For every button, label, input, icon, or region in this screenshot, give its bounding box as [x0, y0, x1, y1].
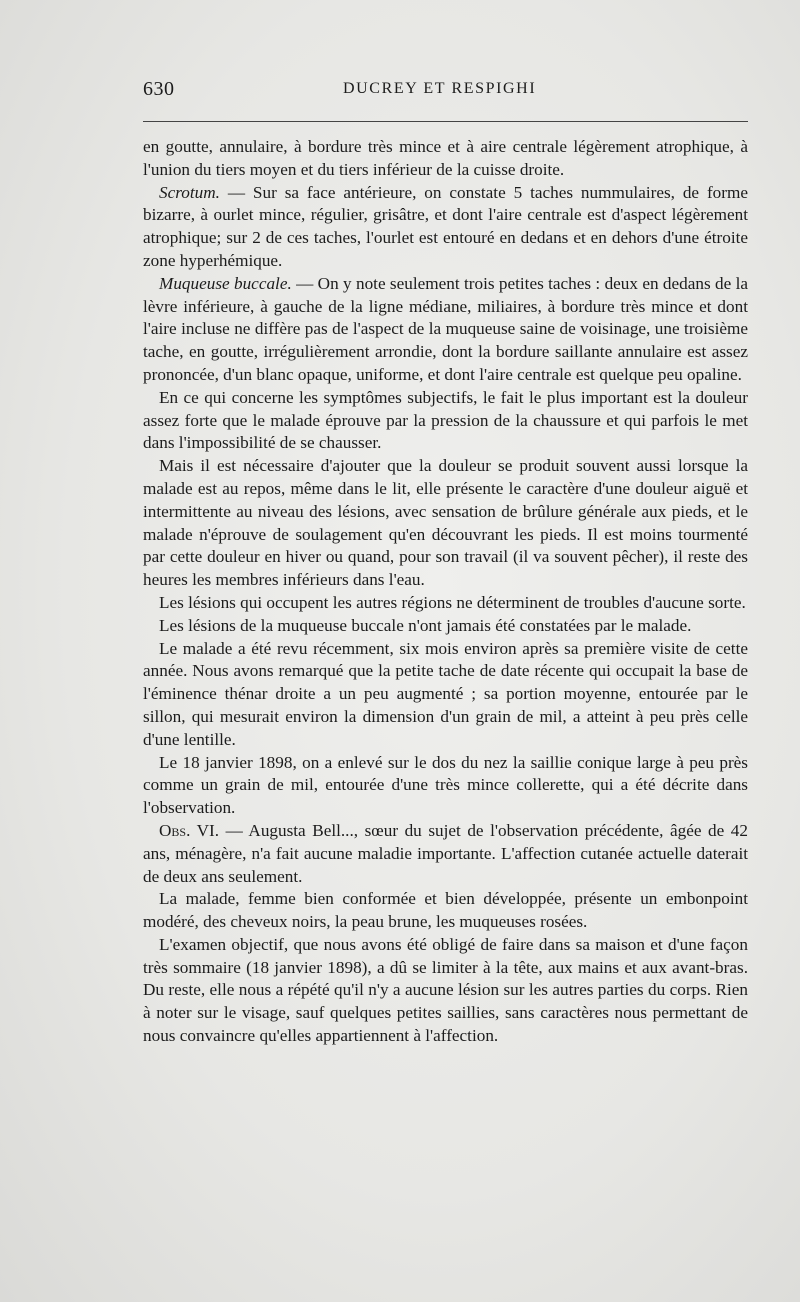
- paragraph: en goutte, annulaire, à bordure très mince et à aire centrale légèrement atrophique, à l'union du tiers moyen et du tiers inférieur de la cuisse droite.: [143, 137, 748, 179]
- paragraph-lead: Muqueuse buccale.: [159, 273, 292, 293]
- page-header: [143, 78, 748, 112]
- paragraph: Scrotum. — Sur sa face antérieure, on constate 5 taches nummulaires, de forme bizarre, à ourlet mince, régulier, grisâtre, et dont l'aire centrale est d'aspect légèrement atrophique; sur 2 de ces taches, l'ourlet est entouré en dedans et en dehors d'une étroite zone hyperhémique.: [143, 182, 748, 270]
- paragraph: Obs. VI. — Augusta Bell..., sœur du sujet de l'observation précédente, âgée de 42 ans, ménagère, n'a fait aucune maladie importante. L'affection cutanée actuelle daterait de deux ans seulement.: [143, 820, 748, 886]
- body-text: [143, 136, 748, 1048]
- header-rule: [143, 121, 748, 122]
- paragraph: Le malade a été revu récemment, six mois environ après sa première visite de cette année. Nous avons remarqué que la petite tache de date récente qui occupait la base de l'éminence thénar droite a un peu augmenté ; sa portion moyenne, entourée par le sillon, qui mesurait environ la dimension d'un grain de mil, a atteint à peu près celle d'une lentille.: [143, 638, 748, 749]
- paragraph: Les lésions de la muqueuse buccale n'ont jamais été constatées par le malade.: [159, 615, 692, 635]
- paragraph: La malade, femme bien conformée et bien développée, présente un embonpoint modéré, des cheveux noirs, la peau brune, les muqueuses rosées.: [143, 889, 748, 932]
- observation-label: Obs. VI.: [159, 820, 220, 840]
- paragraph: Muqueuse buccale. — On y note seulement trois petites taches : deux en dedans de la lèvre inférieure, à gauche de la ligne médiane, miliaires, à bordure très mince et dont l'aire incluse ne diffère pas de l'aspect de la muqueuse saine de voisinage, une troisième tache, en goutte, irrégulièrement arrondie, dont la bordure saillante annulaire est assez prononcée, d'un blanc opaque, uniforme, et dont l'aire centrale est quelque peu opaline.: [143, 273, 748, 384]
- paragraph: Le 18 janvier 1898, on a enlevé sur le dos du nez la saillie conique large à peu près comme un grain de mil, entourée d'une très mince collerette, qui a été décrite dans l'observation.: [143, 752, 748, 818]
- paragraph: Mais il est nécessaire d'ajouter que la douleur se produit souvent aussi lorsque la malade est au repos, même dans le lit, elle présente le caractère d'une douleur aiguë et intermittente au niveau des lésions, avec sensation de brûlure générale aux pieds, et le malade n'éprouve de soulagement qu'en découvrant les pieds. Il est moins tourmenté par cette douleur en hiver ou quand, pour son travail (il va souvent pêcher), il reste des heures les membres inférieurs dans l'eau.: [143, 456, 748, 590]
- running-head: DUCREY ET RESPIGHI: [343, 80, 537, 97]
- paragraph: L'examen objectif, que nous avons été obligé de faire dans sa maison et d'une façon très sommaire (18 janvier 1898), a dû se limiter à la tête, aux mains et aux avant-bras. Du reste, elle nous a répété qu'il n'y a aucune lésion sur les autres parties du corps. Rien à noter sur le visage, sauf quelques petites saillies, sans caractères nous permettant de nous convaincre qu'elles appartiennent à l'affection.: [143, 934, 748, 1046]
- paragraph: Les lésions qui occupent les autres régions ne déterminent de troubles d'aucune sorte.: [159, 592, 746, 612]
- page-number: 630: [143, 78, 175, 100]
- paragraph-lead: Scrotum.: [159, 182, 220, 202]
- paragraph: En ce qui concerne les symptômes subjectifs, le fait le plus important est la douleur assez forte que le malade éprouve par la pression de la chaussure et qui parfois le met dans l'impossibilité de se chausser.: [143, 387, 748, 453]
